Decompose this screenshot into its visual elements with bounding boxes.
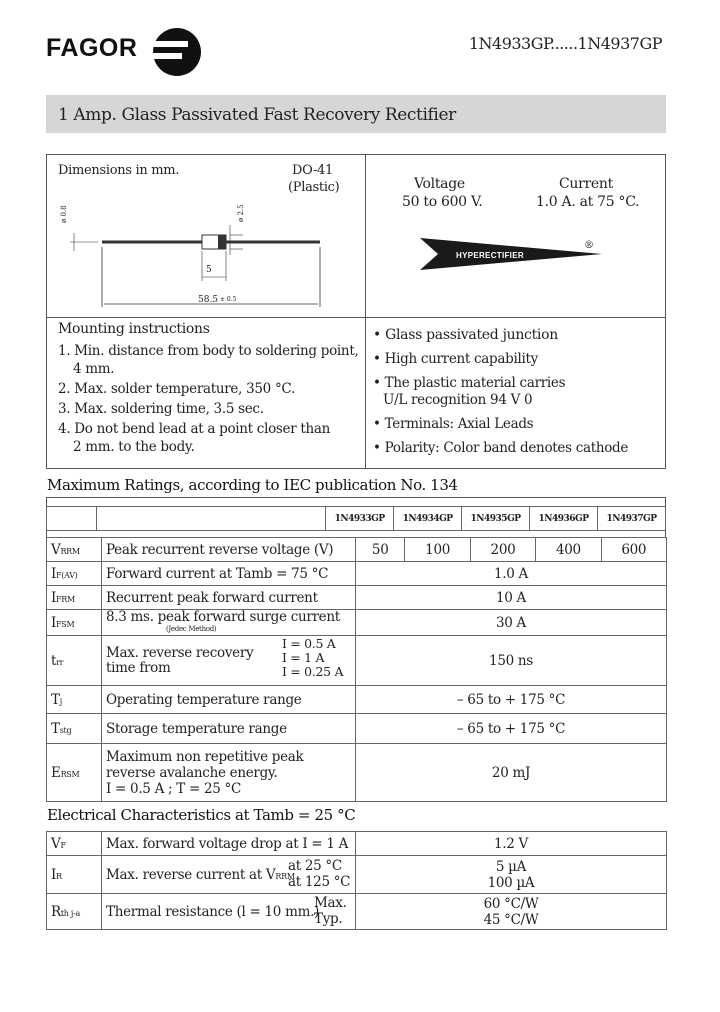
cond-trr-2: I = 1 A [282,650,325,665]
sym-ir: I [51,866,57,883]
table-row [47,686,667,714]
cond-rth-2: Typ. [314,911,343,927]
value-ifrm: 10 A [356,586,667,610]
page-title: 1 Amp. Glass Passivated Fast Recovery Rectifier [58,105,456,125]
table-row [47,832,667,856]
sym-rth: R [51,903,61,920]
registered-mark: ® [584,240,594,251]
cond-rth-1: Max. [314,895,347,911]
sub-ifav: F(AV) [56,570,78,580]
lead-length-tolerance: ± 0.5 [220,296,237,303]
desc-ersm-2: reverse avalanche energy. [106,764,278,781]
desc-ifsm-note: (Jedec Method) [166,624,217,633]
vrrm-1: 50 [356,538,405,562]
max-ratings-title: Maximum Ratings, according to IEC publication No. 134 [47,476,458,494]
sym-vrrm: V [51,541,61,558]
fagor-logo-icon [148,27,206,77]
value-ifsm: 30 A [356,610,667,636]
table-row [47,744,667,802]
voltage-label: Voltage [414,176,465,192]
table-row [47,586,667,610]
cond-trr-3: I = 0.25 A [282,664,344,679]
sub-ifrm: FRM [56,594,75,604]
table-row [47,562,667,586]
feature-item-5: • Polarity: Color band denotes cathode [373,440,629,456]
hyperectifier-text: HYPERECTIFIER [456,251,524,260]
mounting-item-4-cont: 2 mm. to the body. [73,439,195,455]
value-ersm: 20 mJ [356,744,667,802]
sub-tstg: stg [59,725,72,735]
desc-ersm-1: Maximum non repetitive peak [106,748,304,765]
value-ifav: 1.0 A [356,562,667,586]
feature-item-3-cont: U/L recognition 94 V 0 [383,392,533,408]
sym-tstg: T [51,720,60,737]
vrrm-3: 200 [470,538,535,562]
desc-ir: Max. reverse current at V [106,866,276,883]
desc-tstg: Storage temperature range [102,714,356,744]
desc-vrrm: Peak recurrent reverse voltage (V) [102,538,356,562]
current-value: 1.0 A. at 75 °C. [536,194,640,210]
current-label: Current [559,176,613,192]
sub-ir: R [56,871,62,881]
part-1: 1N4933GP [326,507,394,531]
lead-length-label: 58.5 [198,295,219,305]
brand-name: FAGOR [46,34,138,62]
package-drawing-icon [58,195,348,310]
desc-ersm-3: I = 0.5 A ; T = 25 °C [106,780,242,797]
mounting-item-1-cont: 4 mm. [73,361,115,377]
desc-rth: Thermal resistance (l = 10 mm.) [106,903,320,920]
sym-ifsm: I [51,614,57,631]
sym-ifav: I [51,565,57,582]
sub-trr: rr [56,657,64,667]
sub-vf: F [60,840,66,850]
mounting-item-4: 4. Do not bend lead at a point closer than [58,421,331,437]
value-vf: 1.2 V [356,832,667,856]
voltage-value: 50 to 600 V. [402,194,483,210]
desc-vf: Max. forward voltage drop at I = 1 A [102,832,356,856]
value-ir-1: 5 µA [495,858,527,875]
body-dia-label: ø 2.5 [237,204,245,222]
lead-dia-label: ø 0.8 [60,205,68,223]
sub-ifsm: FSM [56,619,75,629]
electrical-table [46,831,667,930]
max-ratings-table [46,537,667,802]
body-length-label: 5 [206,265,212,275]
table-row [47,714,667,744]
value-tj: – 65 to + 175 °C [356,686,667,714]
feature-item-1: • Glass passivated junction [373,327,558,343]
mounting-title: Mounting instructions [58,321,210,337]
mounting-item-3: 3. Max. soldering time, 3.5 sec. [58,401,264,417]
desc-ifsm: 8.3 ms. peak forward surge current [106,608,340,625]
sub-rth: th j-a [60,908,80,918]
sym-ersm: E [51,764,61,781]
sub-ersm: RSM [60,769,80,779]
desc-ifrm: Recurrent peak forward current [102,586,356,610]
desc-trr-2: time from [106,659,171,676]
parts-header [46,506,666,531]
part-4: 1N4936GP [530,507,598,531]
feature-item-3: • The plastic material carries [373,375,566,391]
value-tstg: – 65 to + 175 °C [356,714,667,744]
part-2: 1N4934GP [394,507,462,531]
vrrm-4: 400 [536,538,601,562]
cond-trr-1: I = 0.5 A [282,636,336,651]
sym-trr: t [51,652,57,669]
desc-trr-1: Max. reverse recovery [106,644,254,661]
value-ir-2: 100 µA [487,874,535,891]
sub-tj: j [59,696,62,706]
value-rth-1: 60 °C/W [483,895,539,912]
package-name: DO-41 [292,163,333,178]
feature-item-2: • High current capability [373,351,538,367]
part-3: 1N4935GP [462,507,530,531]
desc-tj: Operating temperature range [102,686,356,714]
electrical-title: Electrical Characteristics at Tamb = 25 °C [47,806,356,824]
sym-ifrm: I [51,589,57,606]
mounting-item-1: 1. Min. distance from body to soldering point, [58,343,359,359]
table-row [47,610,667,636]
feature-item-4: • Terminals: Axial Leads [373,416,534,432]
cond-ir-1: at 25 °C [288,858,342,874]
part-range: 1N4933GP......1N4937GP [468,34,662,53]
dimensions-label: Dimensions in mm. [58,163,180,178]
mounting-item-2: 2. Max. solder temperature, 350 °C. [58,381,295,397]
table-row [47,538,667,562]
sym-tj: T [51,691,60,708]
table-row [47,894,667,930]
value-trr: 150 ns [356,636,667,686]
table-row [47,636,667,686]
cond-ir-2: at 125 °C [288,874,351,890]
vrrm-2: 100 [405,538,470,562]
package-type: (Plastic) [288,180,340,195]
desc-ir-sub: RRM [275,871,295,881]
vrrm-5: 600 [601,538,666,562]
sym-vf: V [51,835,61,852]
value-rth-2: 45 °C/W [483,911,539,928]
desc-ifav: Forward current at Tamb = 75 °C [102,562,356,586]
part-5: 1N4937GP [597,507,665,531]
sub-vrrm: RRM [60,546,80,556]
table-row [47,856,667,894]
